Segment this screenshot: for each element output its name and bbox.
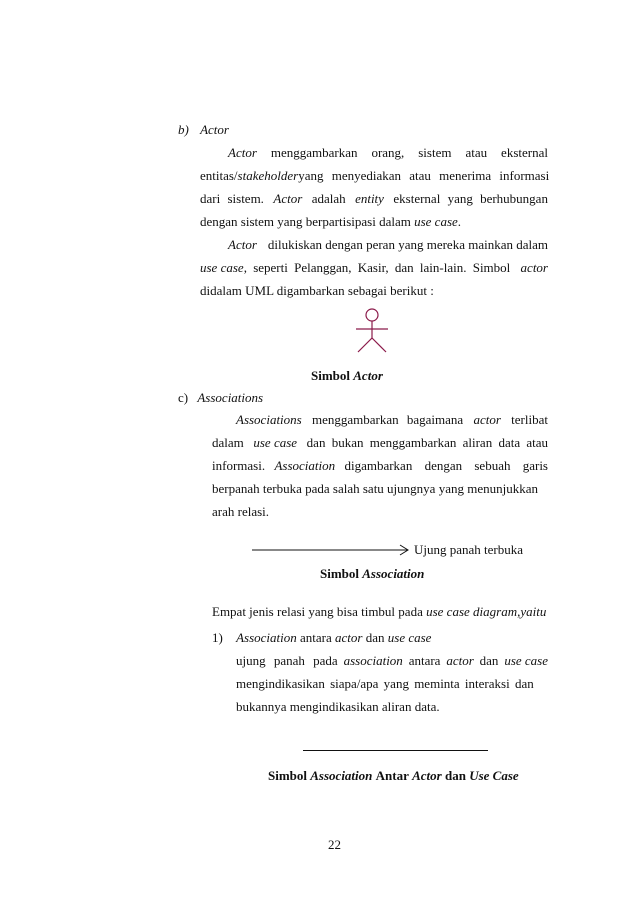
- association-line: [303, 750, 488, 751]
- arrow-label: Ujung panah terbuka: [414, 542, 524, 557]
- section-c-heading: [178, 389, 263, 407]
- association-paragraph-line: berpanah terbuka pada salah satu ujungnya yang menunjukkan: [212, 481, 538, 496]
- association-paragraph-line: dalam use case dan bukan menggambarkan aliran data atau: [212, 435, 548, 450]
- page-number: 22: [328, 837, 341, 852]
- actor-stick-figure-icon: [350, 308, 394, 354]
- section-b-marker: b): [178, 122, 189, 137]
- association-paragraph-line: Associations menggambarkan bagaimana actor terlibat: [236, 412, 548, 427]
- actor-paragraph-line: dari sistem. Actor adalah entity eksternal yang berhubungan: [200, 191, 548, 206]
- actor-paragraph-line: Actor dilukiskan dengan peran yang mereka mainkan dalam: [228, 237, 548, 252]
- actor-paragraph-line: use case, seperti Pelanggan, Kasir, dan lain-lain. Simbol actor: [200, 260, 548, 275]
- relations-intro: Empat jenis relasi yang bisa timbul pada use case diagram,yaitu: [212, 604, 547, 619]
- relation-item-1-title: 1) Association antara actor dan use case: [212, 630, 432, 645]
- actor-paragraph-line: dengan sistem yang berpartisipasi dalam use case.: [200, 214, 462, 229]
- association-paragraph-line: informasi. Association digambarkan dengan sebuah garis: [212, 458, 548, 473]
- section-b-heading: [178, 121, 229, 139]
- actor-paragraph-line: entitas/stakeholder yang menyediakan atau menerima informasi: [200, 168, 550, 183]
- actor-symbol-caption: Simbol Actor: [311, 368, 383, 383]
- association-symbol-caption: Simbol Association: [320, 566, 425, 581]
- relation-item-1-line: bukannya mengindikasikan aliran data.: [236, 699, 440, 714]
- relation-item-1-line: ujung panah pada association antara actor dan use case: [236, 653, 548, 668]
- section-c-marker: c): [178, 390, 189, 405]
- actor-paragraph-line: Actor menggambarkan orang, sistem atau eksternal: [228, 145, 548, 160]
- section-c-title: Associations: [197, 390, 264, 405]
- section-b-title: Actor: [200, 122, 229, 137]
- association-paragraph-line: arah relasi.: [212, 504, 270, 519]
- relation-item-1-line: mengindikasikan siapa/apa yang meminta interaksi dan: [236, 676, 534, 691]
- association-actor-usecase-caption: Simbol Association Antar Actor dan Use Case: [268, 768, 519, 783]
- actor-paragraph-line: didalam UML digambarkan sebagai berikut :: [200, 283, 434, 298]
- open-arrow-line: [252, 543, 412, 557]
